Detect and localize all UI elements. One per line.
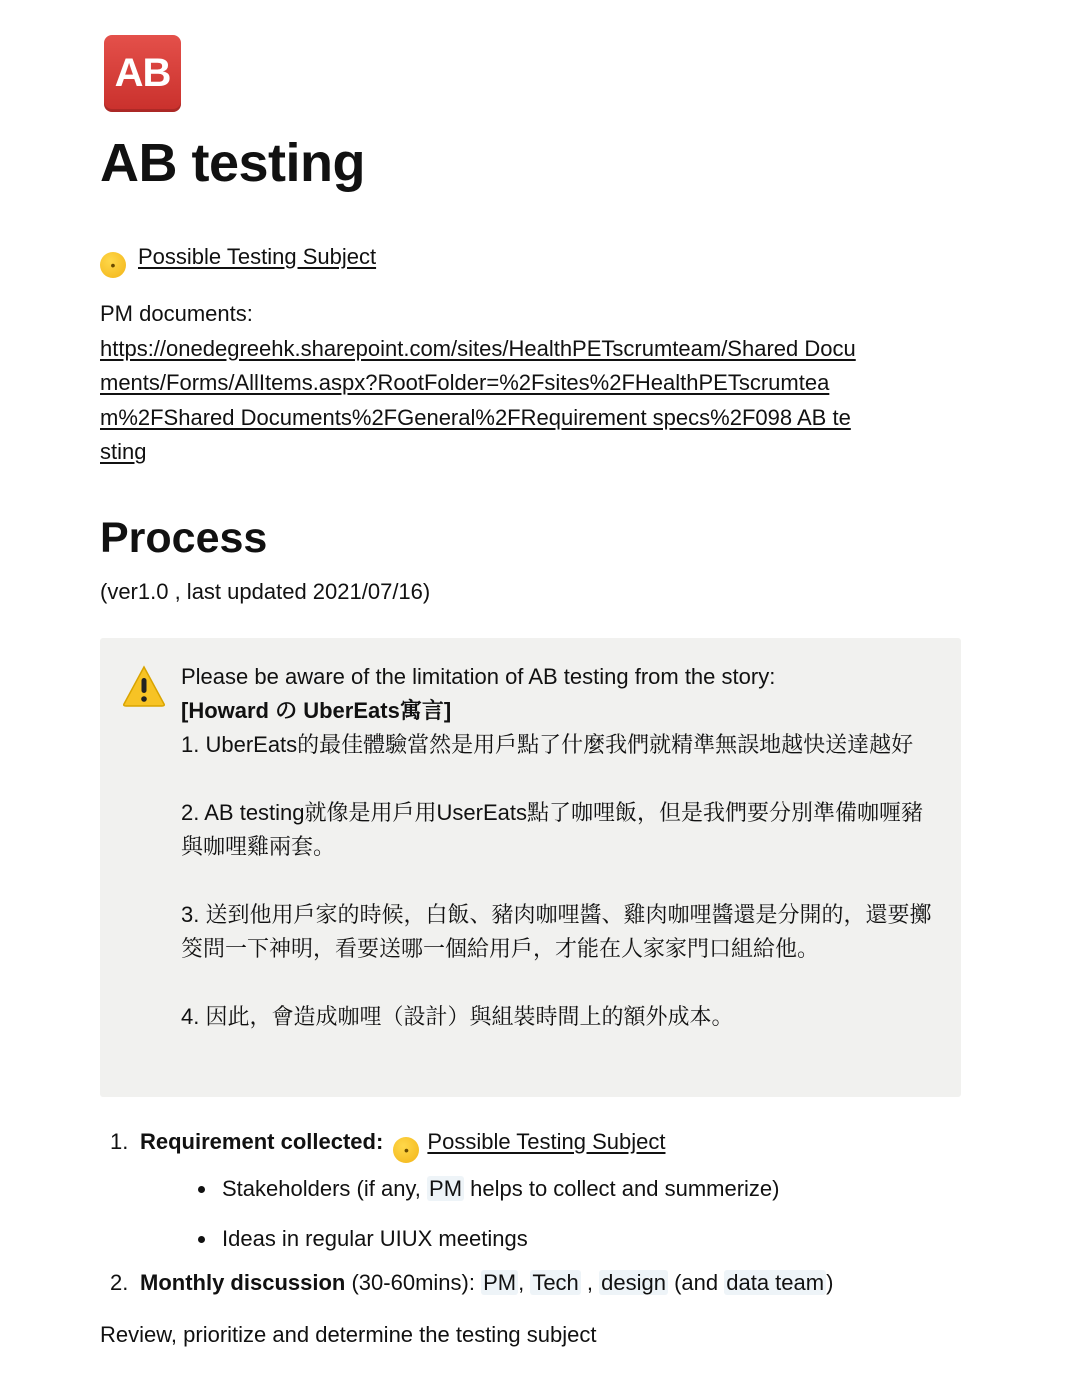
step-title: Monthly discussion <box>140 1270 346 1295</box>
step-title: Requirement collected: <box>140 1129 384 1154</box>
callout-point: 2. AB testing就像是用戶用UserEats點了咖哩飯，但是我們要分別準備咖喱豬與咖哩雞兩套。 <box>181 800 923 859</box>
separator: ) <box>826 1270 834 1295</box>
callout-intro: Please be aware of the limitation of AB testing from the story: <box>181 664 776 689</box>
page-title: AB testing <box>100 133 365 193</box>
mention-pm[interactable]: PM <box>483 1270 517 1295</box>
version-text: (ver1.0 , last updated 2021/07/16) <box>100 579 431 604</box>
mention-pm[interactable]: PM <box>429 1176 463 1201</box>
possible-testing-subject-link[interactable]: Possible Testing Subject <box>427 1129 666 1154</box>
bullet-item <box>140 1221 1000 1257</box>
pm-documents-link[interactable]: https://onedegreehk.sharepoint.com/sites/HealthPETscrumteam/Shared Documents/Forms/AllItems.aspx?RootFolder=%2Fsites%2FHealthPETscrumteam%2FShared Documents%2FGeneral%2FRequirement specs%2F098 AB testing <box>100 335 856 464</box>
thinking-face-icon: • <box>393 1137 419 1163</box>
mention-design[interactable]: design <box>601 1270 666 1295</box>
process-steps-list <box>100 1124 1000 1301</box>
step-bullets <box>140 1171 1000 1257</box>
step-text: (30-60mins): <box>345 1270 482 1295</box>
mention-data-team[interactable]: data team <box>726 1270 825 1295</box>
bullet-text: helps to collect and summerize) <box>464 1176 780 1201</box>
step-item <box>100 1124 1000 1257</box>
possible-testing-subject-link[interactable]: Possible Testing Subject <box>138 244 377 269</box>
callout-point: 3. 送到他用戶家的時候，白飯、豬肉咖哩醬、雞肉咖哩醬還是分開的，還要擲筊問一下神明，看要送哪一個給用戶，才能在人家家門口組給他。 <box>181 902 932 961</box>
callout-point: 1. UberEats的最佳體驗當然是用戶點了什麼我們就精準無誤地越快送達越好 <box>181 732 914 757</box>
bullet-item <box>140 1171 1000 1207</box>
callout-story-title: [Howard の UberEats寓言] <box>181 698 452 723</box>
page-icon[interactable]: AB <box>104 35 181 112</box>
callout-point: 4. 因此，會造成咖哩（設計）與組裝時間上的額外成本。 <box>181 1004 734 1029</box>
separator: , <box>580 1270 600 1295</box>
separator: (and <box>667 1270 725 1295</box>
mention-tech[interactable]: Tech <box>532 1270 579 1295</box>
separator: , <box>518 1270 531 1295</box>
step-item <box>100 1265 1000 1301</box>
process-heading: Process <box>100 514 268 562</box>
step-number: 1. <box>110 1129 129 1154</box>
step-number: 2. <box>110 1270 129 1295</box>
possible-testing-subject-row <box>100 240 376 278</box>
review-text: Review, prioritize and determine the testing subject <box>100 1322 597 1347</box>
pm-documents <box>100 297 860 470</box>
warning-callout <box>100 638 961 1097</box>
bullet-text: Stakeholders (if any, <box>222 1176 428 1201</box>
callout-body <box>181 660 941 1034</box>
thinking-face-icon: • <box>100 252 126 278</box>
pm-documents-label: PM documents: <box>100 301 253 326</box>
warning-icon <box>122 665 166 707</box>
bullet-text: Ideas in regular UIUX meetings <box>222 1226 528 1251</box>
